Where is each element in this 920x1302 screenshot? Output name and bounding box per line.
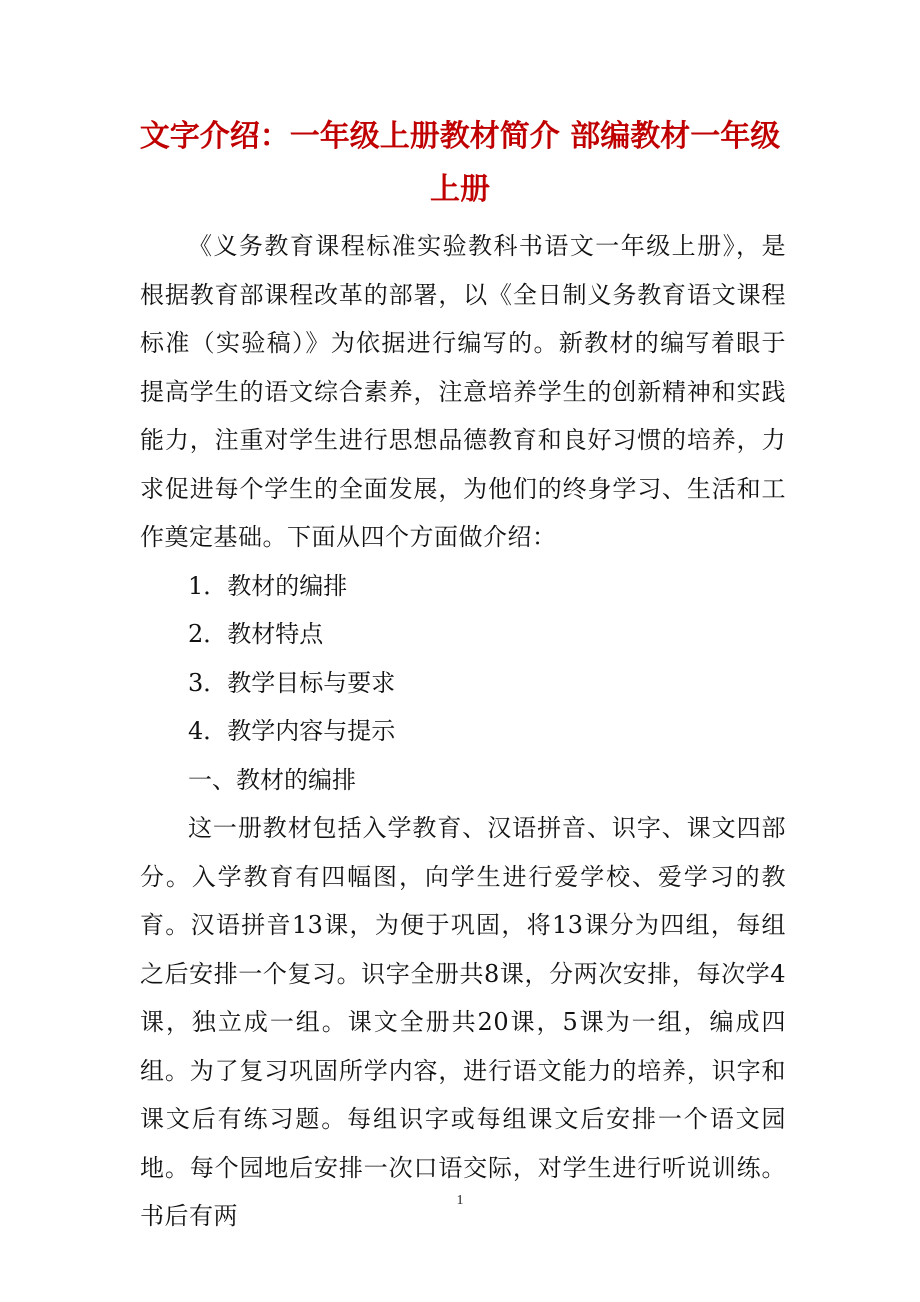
section-heading: 一、教材的编排 xyxy=(188,765,356,794)
list-item-2: 2．教材特点 xyxy=(188,620,324,648)
document-body xyxy=(140,222,786,1241)
section-paragraph: 这一册教材包括入学教育、汉语拼音、识字、课文四部分。入学教育有四幅图，向学生进行爱学校、爱学习的教育。汉语拼音13课，为便于巩固，将13课分为四组，每组之后安排一个复习。识字全册共8课，分两次安排，每次学4课，独立成一组。课文全册共20课，5课为一组，编成四组。为了复习巩固所学内容，进行语文能力的培养，识字和课文后有练习题。每组识字或每组课文后安排一个语文园地。每个园地后安排一次口语交际，对学生进行听说训练。书后有两 xyxy=(140,814,786,1230)
document-title: 文字介绍：一年级上册教材简介 部编教材一年级上册 xyxy=(139,119,781,207)
list-item-4: 4．教学内容与提示 xyxy=(188,717,396,745)
list-item-1: 1．教材的编排 xyxy=(188,571,348,600)
page-number: 1 xyxy=(456,1193,464,1208)
intro-paragraph: 《义务教育课程标准实验教科书语文一年级上册》，是根据教育部课程改革的部署，以《全日制义务教育语文课程标准（实验稿）》为依据进行编写的。新教材的编写着眼于提高学生的语文综合素养，注意培养学生的创新精神和实践能力，注重对学生进行思想品德教育和良好习惯的培养，力求促进每个学生的全面发展，为他们的终身学习、生活和工作奠定基础。下面从四个方面做介绍： xyxy=(140,232,786,551)
list-item-3: 3．教学目标与要求 xyxy=(188,668,396,697)
